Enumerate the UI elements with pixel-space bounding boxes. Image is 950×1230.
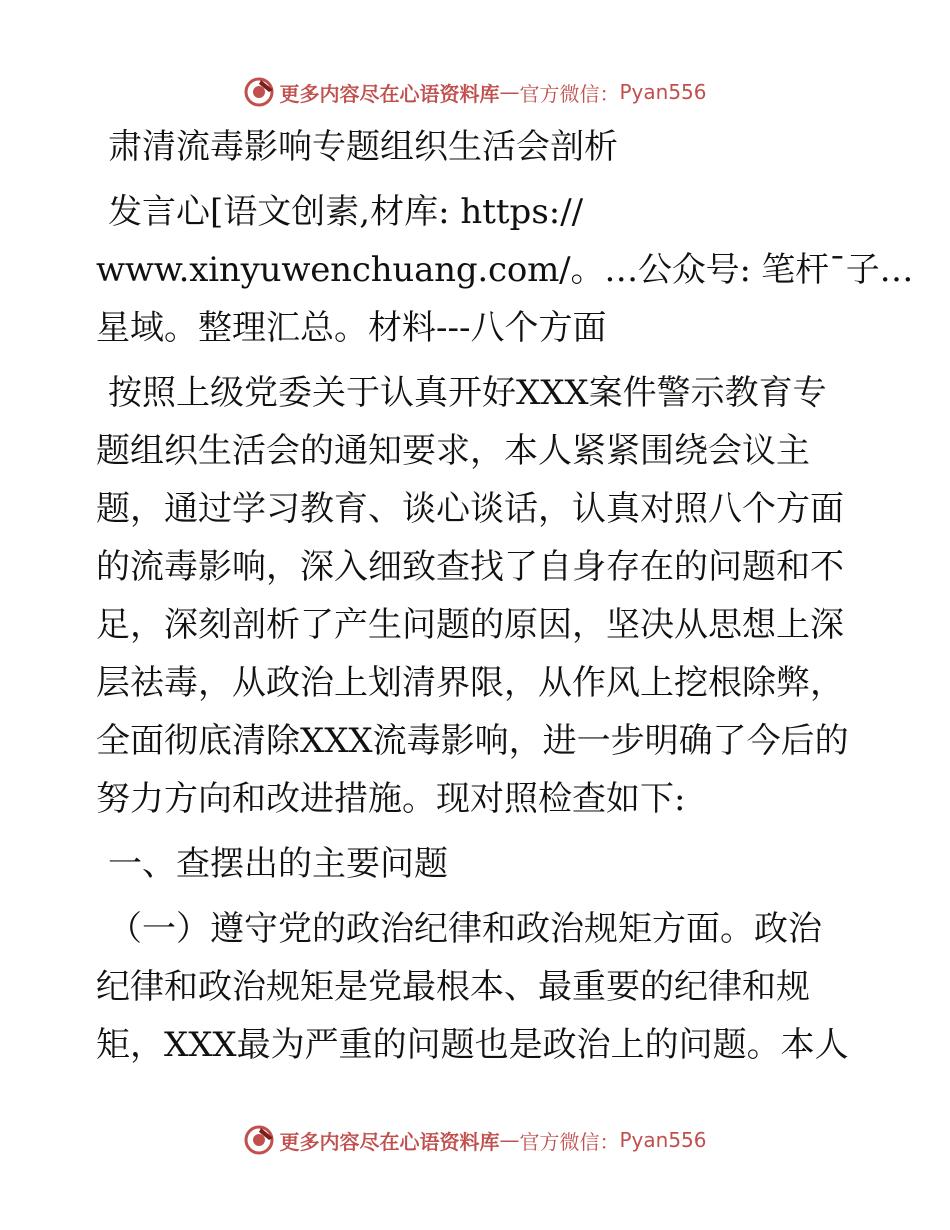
banner-brand-text: 更多内容尽在心语资料库 xyxy=(279,81,500,106)
banner-wechat-id: Pyan556 xyxy=(619,1128,707,1152)
section-line: 纪律和政治规矩是党最根本、最重要的纪律和规 xyxy=(96,967,810,1007)
document-title xyxy=(96,118,856,176)
section-line: （一）遵守党的政治纪律和政治规矩方面。政治 xyxy=(108,909,822,949)
section-heading xyxy=(96,835,856,893)
intro-line: 层祛毒，从政治上划清界限，从作风上挖根除弊， xyxy=(96,663,844,703)
banner-separator: — xyxy=(499,80,520,104)
source-line: 发言心[语文创素,材库: https:// xyxy=(108,192,584,232)
intro-line: 题，通过学习教育、谈心谈话，认真对照八个方面 xyxy=(96,489,844,529)
source-line: 星域。整理汇总。材料---八个方面 xyxy=(96,308,607,348)
banner-separator: — xyxy=(499,1128,520,1152)
document-body xyxy=(96,118,914,1081)
banner-brand-text: 更多内容尽在心语资料库 xyxy=(279,1129,500,1154)
brand-logo-icon xyxy=(243,1124,275,1156)
banner-wechat-id: Pyan556 xyxy=(619,80,707,104)
intro-line: 按照上级党委关于认真开好XXX案件警示教育专 xyxy=(108,373,827,413)
intro-paragraph xyxy=(96,364,856,828)
source-paragraph xyxy=(96,183,914,357)
section-paragraph xyxy=(96,900,856,1074)
section-line: 矩，XXX最为严重的问题也是政治上的问题。本人 xyxy=(96,1025,849,1065)
intro-line: 努力方向和改进措施。现对照检查如下: xyxy=(96,779,686,819)
banner-wechat-label: 官方微信： xyxy=(519,1129,620,1154)
source-line: www.xinyuwenchuang.com/。…公众号: 笔杆¯子… xyxy=(96,250,914,290)
section-heading-text: 一、查摆出的主要问题 xyxy=(108,844,448,884)
intro-line: 的流毒影响，深入细致查找了自身存在的问题和不 xyxy=(96,547,844,587)
banner-wechat-label: 官方微信： xyxy=(519,81,620,106)
intro-line: 全面彻底清除XXX流毒影响，进一步明确了今后的 xyxy=(96,721,849,761)
intro-line: 足，深刻剖析了产生问题的原因，坚决从思想上深 xyxy=(96,605,844,645)
footer-watermark-banner xyxy=(0,1120,950,1160)
brand-logo-icon xyxy=(243,76,275,108)
intro-line: 题组织生活会的通知要求，本人紧紧围绕会议主 xyxy=(96,431,810,471)
title-line: 肃清流毒影响专题组织生活会剖析 xyxy=(108,127,618,167)
header-watermark-banner xyxy=(0,72,950,112)
